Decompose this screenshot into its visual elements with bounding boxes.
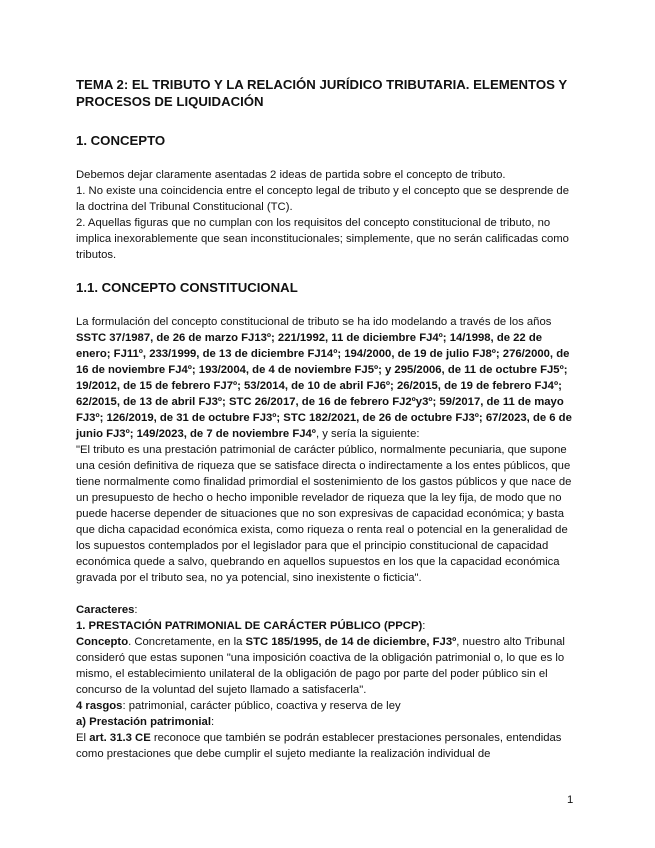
point-1: 1. No existe una coincidencia entre el concepto legal de tributo y el concepto que se desprende de la doctrina del Tribunal Constitucional (TC). xyxy=(76,185,569,213)
concepto-label: Concepto xyxy=(76,636,129,648)
stc-185-1995: STC 185/1995, de 14 de diciembre, FJ3º xyxy=(245,636,457,648)
para-end: , y sería la siguiente: xyxy=(315,428,420,440)
rasgos-line: 4 rasgos: patrimonial, carácter público, coactiva y reserva de ley xyxy=(76,700,401,712)
page-content xyxy=(76,76,576,762)
stc-citations: SSTC 37/1987, de 26 de marzo FJ13º; 221/1992, 11 de diciembre FJ4º; 14/1998, de 22 de enero; FJ11º, 233/1999, de 13 de diciembre FJ14º; 194/2000, de 19 de julio FJ8º; 276/2000, de 16 de noviembre FJ4º; 193/2004, de 4 de noviembre FJ5º; y 295/2006, de 11 de octubre FJ5º; 19/2012, de 15 de febrero FJ7º; 53/2014, de 10 de abril FJ6º; 26/2015, de 19 de febrero FJ4º; 62/2015, de 13 de abril FJ3º; STC 26/2017, de 16 de febrero FJ2ºy3º; 59/2017, de 11 de mayo FJ3º; 126/2019, de 31 de octubre FJ3º; STC 182/2021, de 26 de octubre FJ3º; 67/2023, de 6 de junio FJ3º; 149/2023, de 7 de noviembre FJ4º xyxy=(76,332,572,440)
section-heading-concepto-constitucional: 1.1. CONCEPTO CONSTITUCIONAL xyxy=(76,280,298,295)
prestacion-patrimonial-heading: a) Prestación patrimonial: xyxy=(76,716,215,728)
definition-quote: "El tributo es una prestación patrimonial de carácter público, normalmente pecuniaria, que supone una cesión definitiva de riqueza que se satisface directa o indirectamente a los entes públicos, que tiene normalmente como finalidad primordial el sostenimiento de los gastos públicos y que nace de un presupuesto de hecho o hecho imponible revelador de riqueza que la ley fija, de modo que no puede hacerse depender de situaciones que no son expresivas de capacidad económica; y basta que dicha capacidad económica exista, como riqueza o renta real o potencial en la generalidad de los supuestos contemplados por el legislador para que el principio constitucional de capacidad económica quede a salvo, quebrando en aquellos supuestos en los que la capacidad económica gravada por el tributo sea, no ya potencial, sino inexistente o ficticia". xyxy=(76,444,572,584)
ppcp-heading: 1. PRESTACIÓN PATRIMONIAL DE CARÁCTER PÚBLICO (PPCP): xyxy=(76,620,426,632)
section-heading-concepto: 1. CONCEPTO xyxy=(76,133,166,148)
concepto-paragraph: Concepto. Concretamente, en la STC 185/1995, de 14 de diciembre, FJ3º, nuestro alto Tribunal consideró que estas suponen "una imposición coactiva de la obligación patrimonial o, lo que es lo mismo, el establecimiento unilateral de la obligación de pago por parte del poder público sin el concurso de la voluntad del sujeto llamado a satisfacerla". xyxy=(76,636,565,696)
art-31-3-ce: art. 31.3 CE xyxy=(89,732,151,744)
point-2: 2. Aquellas figuras que no cumplan con los requisitos del concepto constitucional de tributo, no implica inexorablemente que sean inconstitucionales; simplemente, que no serán calificadas como tributos. xyxy=(76,217,569,261)
art-31-3-paragraph: El art. 31.3 CE reconoce que también se podrán establecer prestaciones personales, entendidas como prestaciones que debe cumplir el sujeto mediante la realización individual de xyxy=(76,732,562,760)
intro-paragraph: Debemos dejar claramente asentadas 2 ideas de partida sobre el concepto de tributo. xyxy=(76,169,506,181)
jurisprudence-paragraph xyxy=(76,314,576,442)
page-number: 1 xyxy=(567,794,574,806)
caracteres-label: Caracteres: xyxy=(76,604,138,616)
document-title: TEMA 2: EL TRIBUTO Y LA RELACIÓN JURÍDICO TRIBUTARIA. ELEMENTOS Y PROCESOS DE LIQUIDACIÓN xyxy=(76,77,567,109)
rasgos-label: 4 rasgos xyxy=(76,700,123,712)
para-start: La formulación del concepto constitucional de tributo se ha ido modelando a través de los años xyxy=(76,316,552,328)
